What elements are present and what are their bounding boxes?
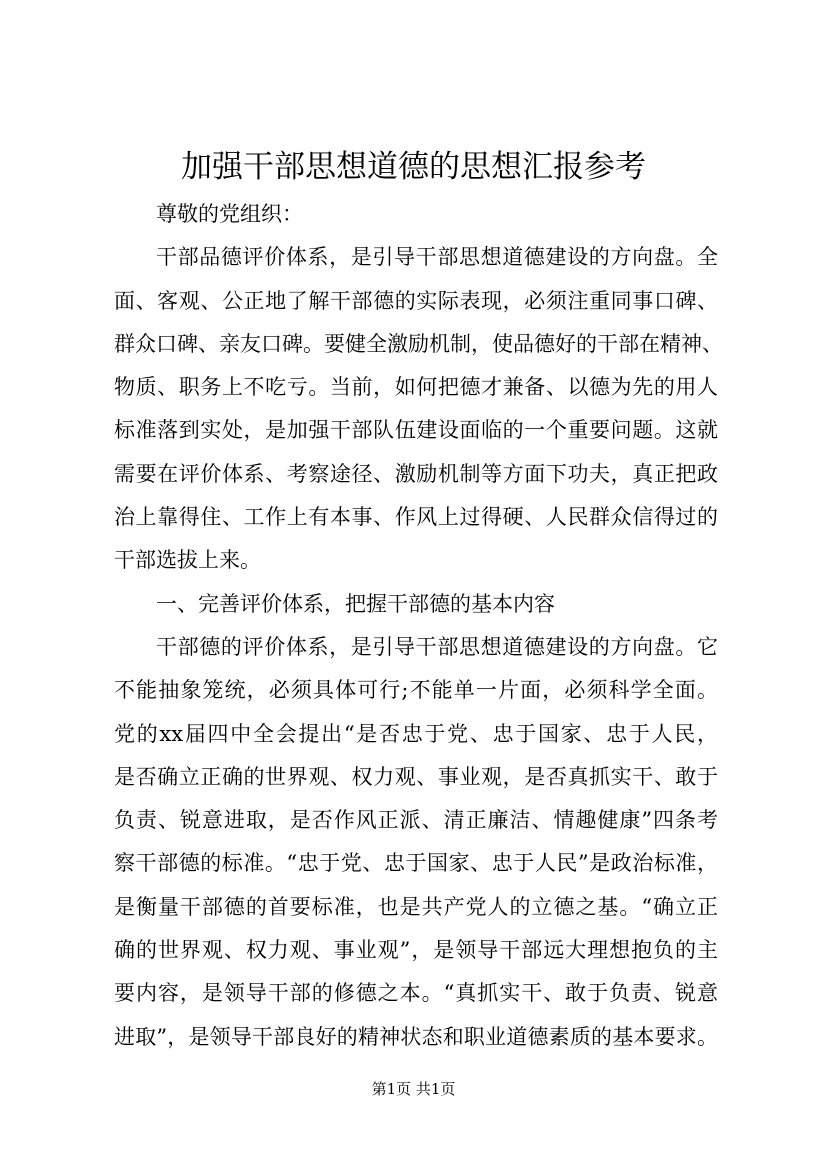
paragraph-line: 标准落到实处，是加强干部队伍建设面临的一个重要问题。这就 xyxy=(114,418,718,443)
paragraph-line: 负责、锐意进取，是否作风正派、清正廉洁、情趣健康”四条考 xyxy=(114,808,718,833)
paragraph-line: 需要在评价体系、考察途径、激励机制等方面下功夫，真正把政 xyxy=(114,461,718,486)
document-title: 加强干部思想道德的思想汇报参考 xyxy=(181,149,646,185)
paragraph-line: 察干部德的标准。“忠于党、忠于国家、忠于人民”是政治标准， xyxy=(114,851,718,876)
paragraph-line: 干部品德评价体系，是引导干部思想道德建设的方向盘。全 xyxy=(156,245,718,270)
paragraph-line: 党的xx届四中全会提出“是否忠于党、忠于国家、忠于人民， xyxy=(114,721,718,746)
paragraph-line: 不能抽象笼统，必须具体可行;不能单一片面，必须科学全面。 xyxy=(114,678,718,703)
paragraph-line: 物质、职务上不吃亏。当前，如何把德才兼备、以德为先的用人 xyxy=(114,375,718,400)
paragraph-line: 是衡量干部德的首要标准，也是共产党人的立德之基。“确立正 xyxy=(114,894,718,919)
paragraph-line: 进取”，是领导干部良好的精神状态和职业道德素质的基本要求。 xyxy=(114,1024,718,1049)
salutation: 尊敬的党组织： xyxy=(156,202,303,226)
paragraph-line: 治上靠得住、工作上有本事、作风上过得硬、人民群众信得过的 xyxy=(114,505,718,530)
paragraph-line: 要内容，是领导干部的修德之本。“真抓实干、敢于负责、锐意 xyxy=(114,981,718,1006)
paragraph-line: 干部选拔上来。 xyxy=(114,548,261,573)
paragraph-line: 是否确立正确的世界观、权力观、事业观，是否真抓实干、敢于 xyxy=(114,764,718,789)
paragraph-line: 群众口碑、亲友口碑。要健全激励机制，使品德好的干部在精神、 xyxy=(114,331,723,356)
page-footer: 第1页 共1页 xyxy=(371,1080,456,1098)
paragraph-line: 面、客观、公正地了解干部德的实际表现，必须注重同事口碑、 xyxy=(114,288,718,313)
paragraph-line: 干部德的评价体系，是引导干部思想道德建设的方向盘。它 xyxy=(156,634,718,659)
document-body xyxy=(114,193,723,1059)
paragraph-line: 确的世界观、权力观、事业观”，是领导干部远大理想抱负的主 xyxy=(114,938,718,963)
section-heading: 一、完善评价体系，把握干部德的基本内容 xyxy=(156,591,555,616)
